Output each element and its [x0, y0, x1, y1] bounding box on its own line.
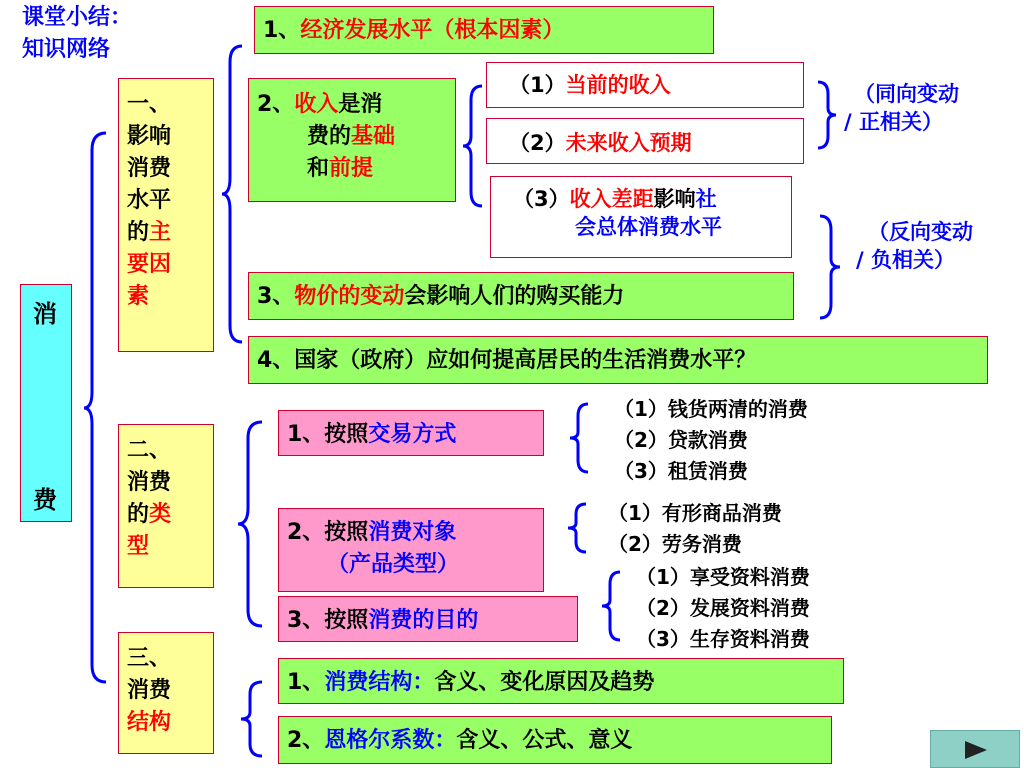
- note2-brace: [818, 214, 842, 320]
- section2-label-line4: 型: [127, 534, 150, 559]
- section1-sub1-num: （1）: [509, 73, 566, 97]
- section1-item2-text: 费的: [307, 124, 352, 149]
- section3-item2-text: 含义、公式、意义: [456, 728, 633, 753]
- section3-item2-num: 2、: [287, 728, 325, 753]
- list-item: （1）有形商品消费: [608, 501, 782, 525]
- section2-item3-brace: [600, 570, 622, 642]
- root-box: [20, 284, 72, 522]
- section2-item2-brace: [566, 502, 588, 554]
- play-next-icon: [963, 739, 989, 761]
- section1-sub3-line1: [513, 185, 791, 213]
- list-item: （2）发展资料消费: [636, 596, 810, 620]
- section1-label-part: 的: [127, 220, 150, 245]
- section1-item1-text: 经济发展水平（根本因素）: [300, 18, 565, 43]
- section3-item1-text: 含义、变化原因及趋势: [434, 670, 655, 695]
- section1-sub1: [486, 62, 804, 108]
- list-item: （3）生存资料消费: [636, 627, 810, 651]
- section1-sub2: [486, 118, 804, 164]
- section1-item1-num: 1、: [263, 18, 301, 43]
- section3-item2: [278, 716, 832, 764]
- next-slide-button[interactable]: [930, 730, 1020, 768]
- section1-item1: [254, 6, 714, 54]
- section2-item3: [278, 596, 578, 642]
- page-title-line1: 课堂小结：: [22, 5, 133, 30]
- note1-brace: [816, 80, 838, 150]
- section1-note1: [842, 80, 1002, 136]
- section1-label-line7: 素: [127, 284, 150, 309]
- section1-sub3: [490, 176, 792, 258]
- main-bracket: [84, 130, 114, 685]
- income-bracket: [462, 84, 486, 208]
- section2-label-line1: 二、: [127, 438, 172, 463]
- section1-item3-num: 3、: [257, 284, 295, 309]
- section1-item2-highlight: 基础: [351, 124, 396, 149]
- section3-label-line1: 三、: [127, 646, 172, 671]
- section1-item2-line1: [257, 89, 455, 121]
- section1-sub3-text: 影响: [653, 187, 696, 211]
- section1-note2-line1: （反向变动: [868, 220, 973, 244]
- section1-label-highlight: 主: [149, 220, 172, 245]
- section2-label-part: 的: [127, 502, 150, 527]
- section3-bracket: [240, 680, 268, 758]
- list-item: （2）劳务消费: [608, 532, 742, 556]
- section1-item3-text: 会影响人们的购买能力: [404, 284, 625, 309]
- section2-item1-list: [614, 394, 914, 487]
- section3-label: [118, 632, 214, 754]
- list-item: （1）钱货两清的消费: [614, 397, 808, 421]
- section1-sub1-text: 当前的收入: [565, 73, 671, 97]
- section2-item2-line2: （产品类型）: [327, 552, 460, 577]
- section3-item1: [278, 658, 844, 704]
- section1-sub2-num: （2）: [509, 131, 566, 155]
- section2-bracket: [238, 420, 268, 628]
- section1-item2-highlight: 收入: [294, 92, 339, 117]
- section1-label-line4: 水平: [127, 188, 172, 213]
- section1-item3-highlight: 物价的变动: [294, 284, 405, 309]
- section2-item3-text: 消费的目的: [368, 608, 479, 633]
- section2-item2-text: 消费对象: [368, 520, 457, 545]
- section1-item2-line3: [257, 153, 455, 185]
- list-item: （2）贷款消费: [614, 428, 748, 452]
- list-item: （1）享受资料消费: [636, 565, 810, 589]
- page-title-line2: 知识网络: [22, 37, 111, 62]
- section1-sub3-highlight: 收入差距: [569, 187, 654, 211]
- list-item: （3）租赁消费: [614, 459, 748, 483]
- root-char-1: 消: [33, 300, 57, 328]
- section2-item2-list: [608, 498, 908, 560]
- section1-note2: [852, 218, 1012, 274]
- section1-sub3-num: （3）: [513, 187, 570, 211]
- section1-item4-text: 4、国家（政府）应如何提高居民的生活消费水平？: [257, 348, 757, 373]
- section1-item3: [248, 272, 794, 320]
- section2-item2: [278, 508, 544, 592]
- section1-item2-text: 是消: [338, 92, 383, 117]
- section2-item1-num: 1、按照: [287, 422, 369, 447]
- section3-label-line3: 结构: [127, 710, 172, 735]
- section1-label-line1: 一、: [127, 92, 172, 117]
- section1-sub2-text: 未来收入预期: [565, 131, 692, 155]
- section2-item3-list: [636, 562, 936, 655]
- section3-item1-highlight: 消费结构：: [324, 670, 435, 695]
- section1-sub3-line2: 会总体消费水平: [575, 215, 722, 239]
- section2-label-line2: 消费: [127, 470, 172, 495]
- section2-item3-num: 3、按照: [287, 608, 369, 633]
- section1-item2-highlight: 前提: [329, 156, 374, 181]
- section1-note1-line1: （同向变动: [854, 82, 959, 106]
- section1-item2: [248, 78, 456, 202]
- section2-item1-brace: [568, 402, 590, 474]
- section1-label-line5: [127, 217, 205, 249]
- section1-note1-line2: / 正相关）: [844, 110, 943, 134]
- section2-item1-text: 交易方式: [368, 422, 457, 447]
- section3-item2-highlight: 恩格尔系数：: [324, 728, 457, 753]
- section2-label-line3: [127, 499, 205, 531]
- section1-label-line2: 影响: [127, 124, 172, 149]
- section2-label: [118, 424, 214, 588]
- section1-bracket: [222, 44, 248, 344]
- section1-label-line3: 消费: [127, 156, 172, 181]
- page-title: [22, 2, 182, 66]
- section1-label-line6: 要因: [127, 252, 172, 277]
- section1-item2-num: 2、: [257, 92, 295, 117]
- section3-item1-num: 1、: [287, 670, 325, 695]
- section1-item4: [248, 336, 988, 384]
- section2-item2-line1: [287, 517, 543, 549]
- section2-item1: [278, 410, 544, 456]
- section2-item2-num: 2、按照: [287, 520, 369, 545]
- section1-item2-line2: [257, 121, 455, 153]
- section3-label-line2: 消费: [127, 678, 172, 703]
- section2-label-highlight: 类: [149, 502, 172, 527]
- root-char-2: 费: [33, 486, 57, 514]
- section1-note2-line2: / 负相关）: [856, 248, 955, 272]
- section1-sub3-blue: 社: [695, 187, 717, 211]
- section1-item2-text: 和: [307, 156, 330, 181]
- section1-label: [118, 78, 214, 352]
